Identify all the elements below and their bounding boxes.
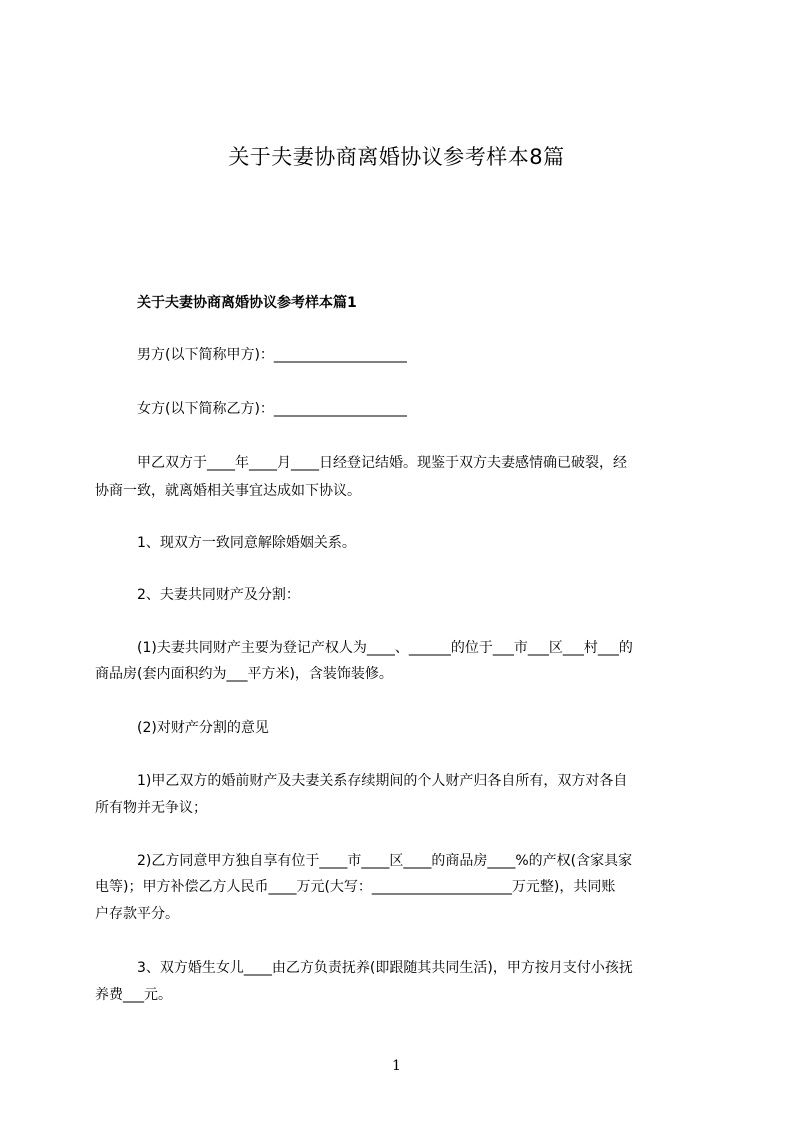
sub-clause-1-cont: 所有物并无争议； [95,800,207,816]
clause-2-1: (1)夫妻共同财产主要为登记产权人为____、______的位于___市___区___村___的 [137,640,633,656]
clause-3: 3、双方婚生女儿____由乙方负责抚养(即跟随其共同生活)，甲方按月支付小孩抚 [137,960,633,976]
document-title: 关于夫妻协商离婚协议参考样本8篇 [228,145,565,169]
paragraph-line: 协商一致，就离婚相关事宜达成如下协议。 [95,483,361,499]
clause-3-cont: 养费___元。 [95,987,172,1003]
party-b-line: 女方(以下简称乙方)：___________________ [137,401,407,417]
sub-clause-2: 2)乙方同意甲方独自享有位于____市____区____的商品房____%的产权(含家具家 [137,853,633,869]
page-number: 1 [392,1058,401,1074]
clause-2: 2、夫妻共同财产及分割： [137,587,300,603]
clause-2-2: (2)对财产分割的意见 [137,720,269,736]
paragraph-line: 甲乙双方于____年____月____日经登记结婚。现鉴于双方夫妻感情确已破裂，经 [137,455,627,471]
sub-clause-2-cont: 电等)；甲方补偿乙方人民币____万元(大写：____________________万元整)，共同账 [95,879,616,895]
sub-clause-1: 1)甲乙双方的婚前财产及夫妻关系存续期间的个人财产归各自所有，双方对各自 [137,773,628,789]
clause-2-1-cont: 商品房(套内面积约为___平方米)，含装饰装修。 [95,666,393,682]
section-heading: 关于夫妻协商离婚协议参考样本篇1 [137,295,357,311]
sub-clause-2-cont: 户存款平分。 [95,906,179,922]
party-a-line: 男方(以下简称甲方)：___________________ [137,347,407,363]
clause-1: 1、现双方一致同意解除婚姻关系。 [137,535,356,551]
